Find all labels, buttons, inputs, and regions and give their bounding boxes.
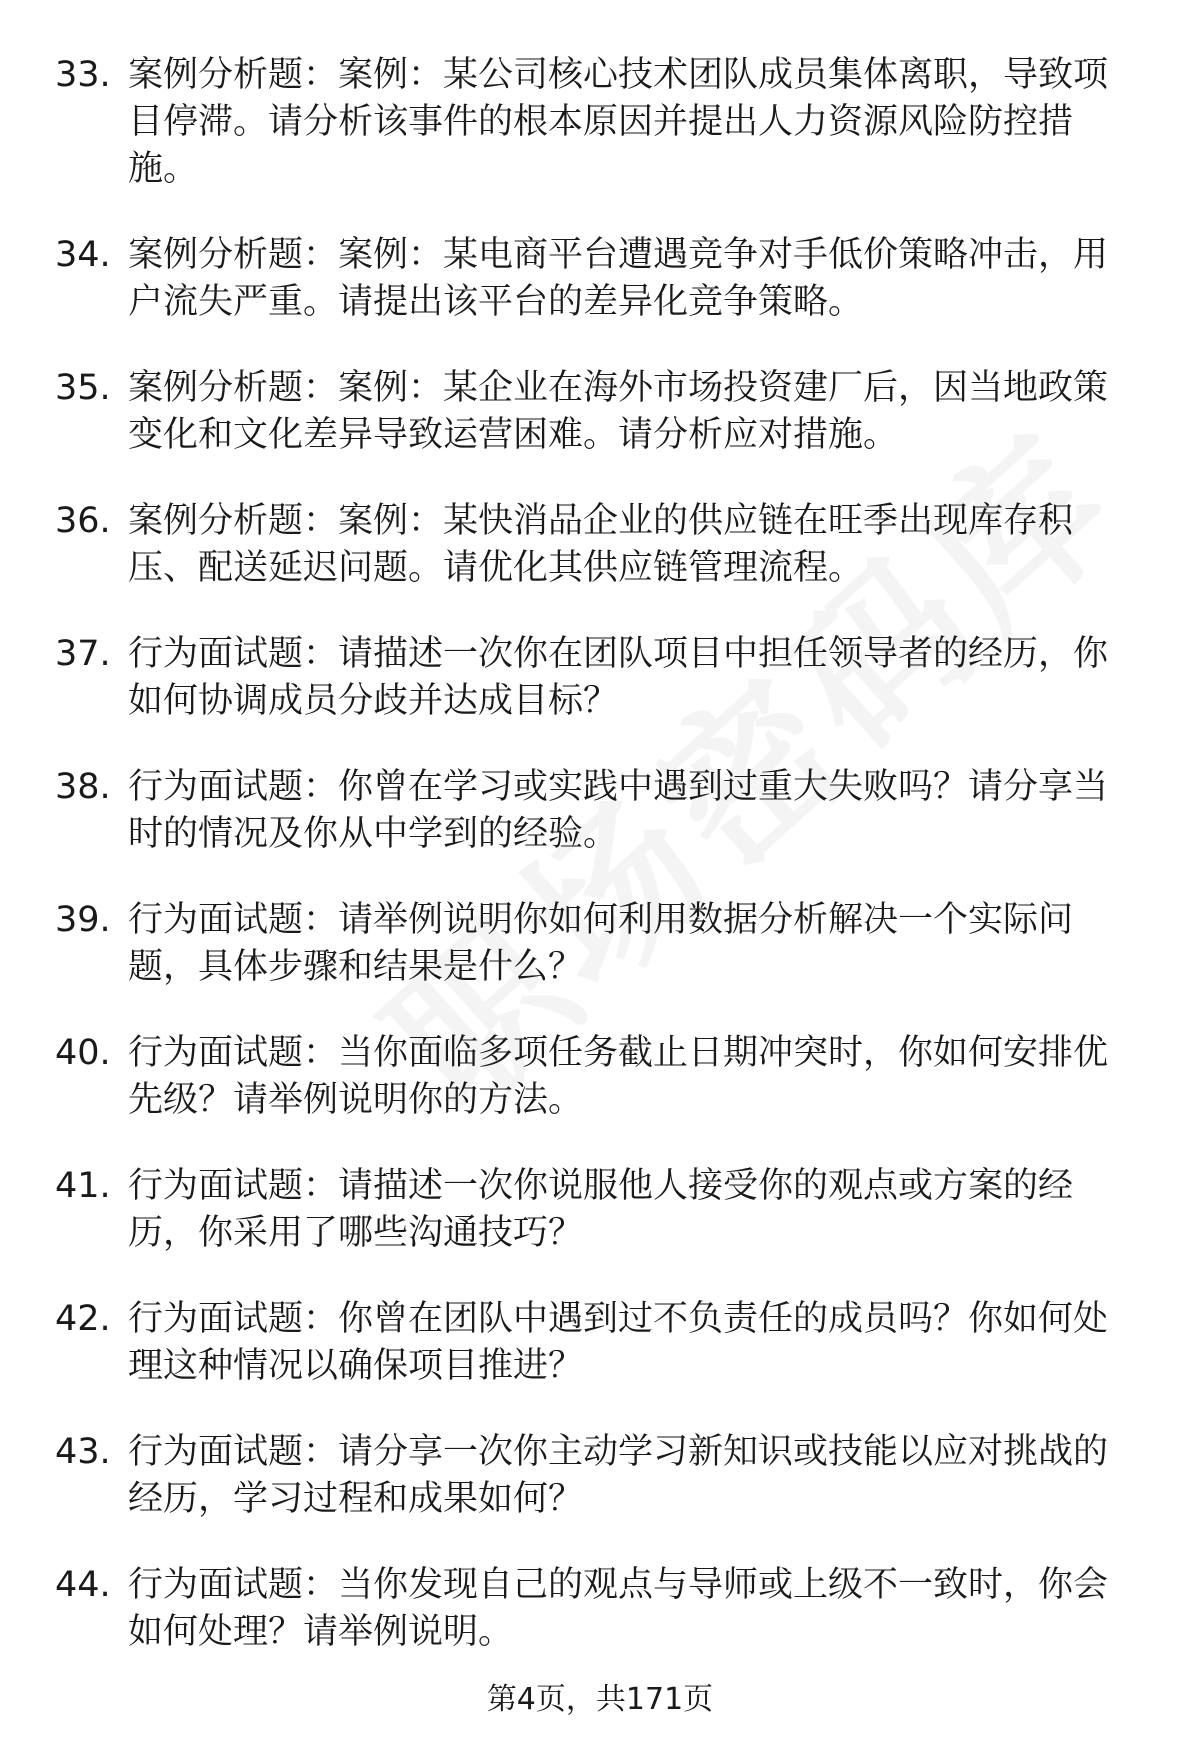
question-number: 36. bbox=[55, 501, 111, 541]
list-item bbox=[0, 232, 1200, 326]
question-list bbox=[0, 52, 1200, 1695]
question-number: 37. bbox=[55, 634, 111, 674]
question-text: 行为面试题：你曾在团队中遇到过不负责任的成员吗？你如何处理这种情况以确保项目推进？ bbox=[128, 1299, 1109, 1386]
list-item bbox=[0, 631, 1200, 725]
question-number: 42. bbox=[55, 1299, 111, 1339]
question-number: 40. bbox=[55, 1033, 111, 1073]
question-number: 44. bbox=[55, 1565, 111, 1605]
list-item bbox=[0, 1562, 1200, 1656]
question-text: 案例分析题：案例：某电商平台遭遇竞争对手低价策略冲击，用户流失严重。请提出该平台的差异化竞争策略。 bbox=[128, 235, 1109, 322]
question-text: 行为面试题：你曾在学习或实践中遇到过重大失败吗？请分享当时的情况及你从中学到的经验。 bbox=[128, 767, 1109, 854]
question-text: 行为面试题：当你发现自己的观点与导师或上级不一致时，你会如何处理？请举例说明。 bbox=[128, 1565, 1109, 1652]
question-number: 33. bbox=[55, 55, 111, 95]
question-text: 行为面试题：请分享一次你主动学习新知识或技能以应对挑战的经历，学习过程和成果如何？ bbox=[128, 1432, 1109, 1519]
list-item bbox=[0, 52, 1200, 193]
question-text: 行为面试题：当你面临多项任务截止日期冲突时，你如何安排优先级？请举例说明你的方法。 bbox=[128, 1033, 1109, 1120]
list-item bbox=[0, 1429, 1200, 1523]
question-number: 38. bbox=[55, 767, 111, 807]
list-item bbox=[0, 897, 1200, 991]
question-number: 34. bbox=[55, 235, 111, 275]
page-footer: 第4页，共171页 bbox=[486, 1682, 714, 1717]
list-item bbox=[0, 1163, 1200, 1257]
question-number: 43. bbox=[55, 1432, 111, 1472]
question-text: 案例分析题：案例：某公司核心技术团队成员集体离职，导致项目停滞。请分析该事件的根本原因并提出人力资源风险防控措施。 bbox=[128, 55, 1109, 189]
list-item bbox=[0, 1296, 1200, 1390]
question-text: 行为面试题：请描述一次你在团队项目中担任领导者的经历，你如何协调成员分歧并达成目标？ bbox=[128, 634, 1109, 721]
list-item bbox=[0, 764, 1200, 858]
list-item bbox=[0, 498, 1200, 592]
question-number: 41. bbox=[55, 1166, 111, 1206]
list-item bbox=[0, 1030, 1200, 1124]
question-text: 案例分析题：案例：某企业在海外市场投资建厂后，因当地政策变化和文化差异导致运营困难。请分析应对措施。 bbox=[128, 368, 1109, 455]
question-text: 行为面试题：请描述一次你说服他人接受你的观点或方案的经历，你采用了哪些沟通技巧？ bbox=[128, 1166, 1074, 1253]
list-item bbox=[0, 365, 1200, 459]
question-number: 39. bbox=[55, 900, 111, 940]
question-text: 案例分析题：案例：某快消品企业的供应链在旺季出现库存积压、配送延迟问题。请优化其供应链管理流程。 bbox=[128, 501, 1074, 588]
question-number: 35. bbox=[55, 368, 111, 408]
question-text: 行为面试题：请举例说明你如何利用数据分析解决一个实际问题，具体步骤和结果是什么？ bbox=[128, 900, 1074, 987]
